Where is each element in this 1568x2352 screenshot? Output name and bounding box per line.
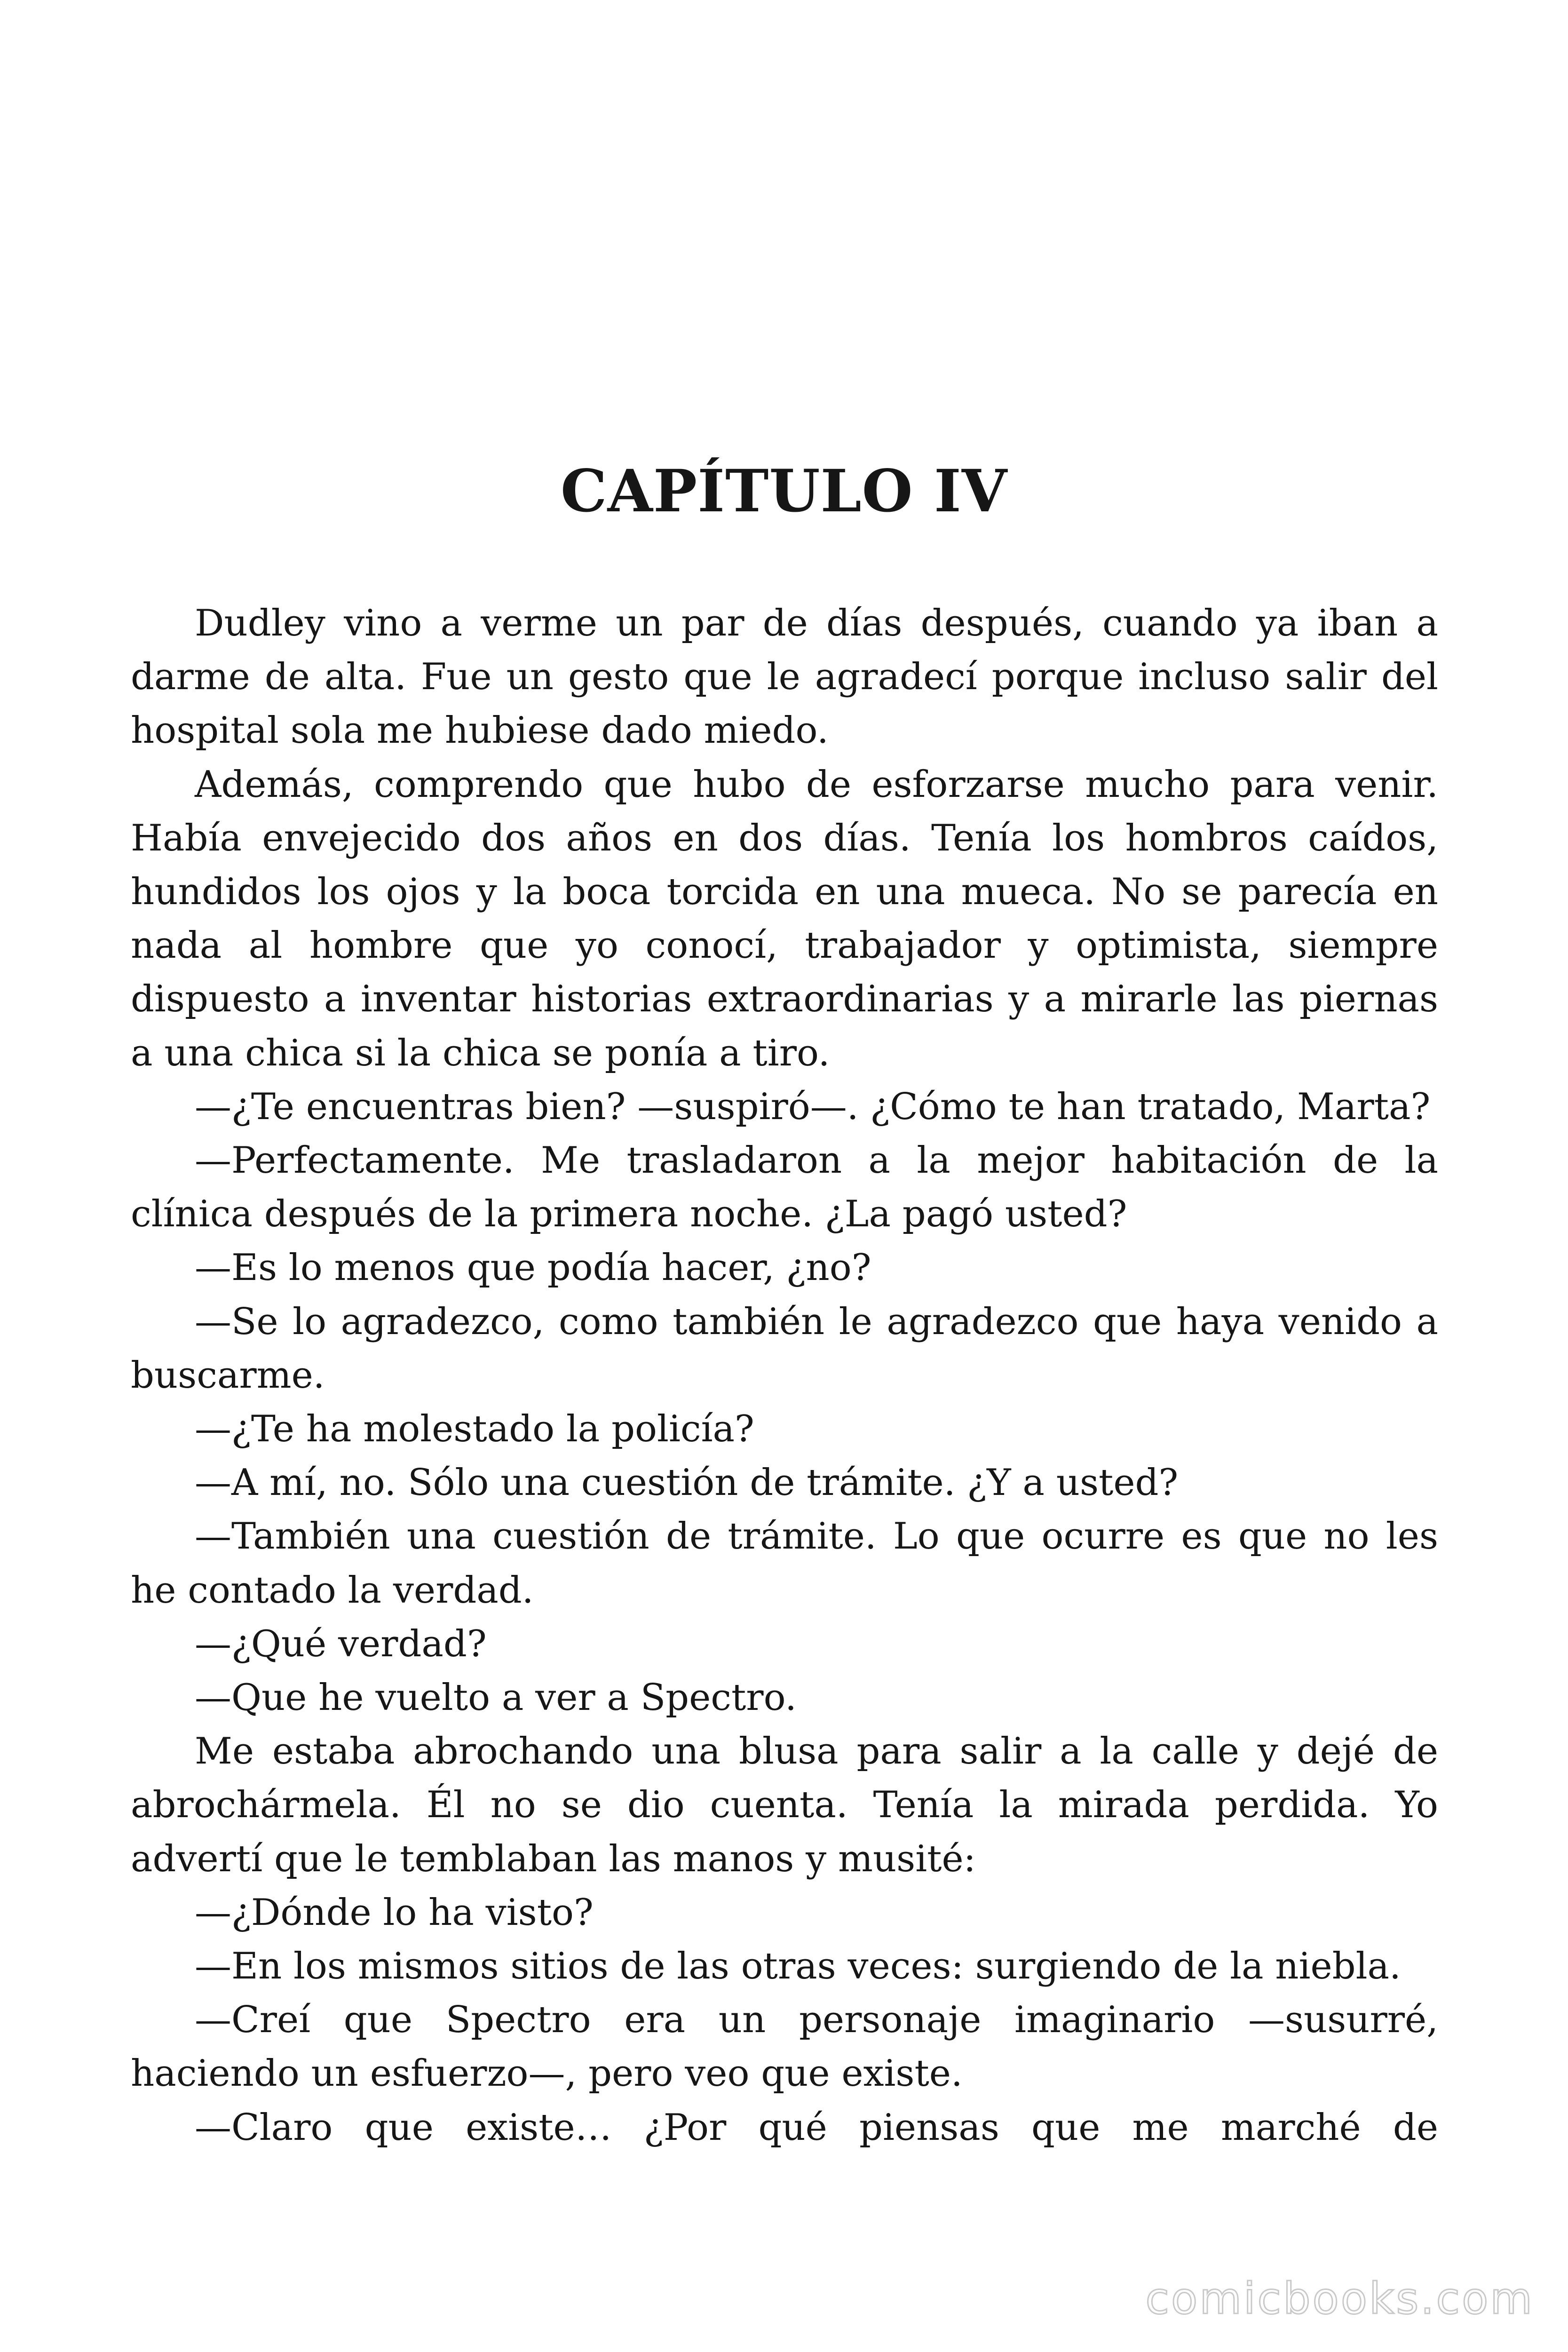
paragraph: Además, comprendo que hubo de esforzarse mucho para venir. Había envejecido dos años en dos días. Tenía los hombros caídos, hundidos los ojos y la boca torcida en una mueca. No se parecía en nada al hombre que yo conocí, trabajador y optimista, siempre dispuesto a inventar historias extraordinarias y a mirarle las piernas a una chica si la chica se ponía a tiro. (131, 763, 1438, 1074)
paragraph: Me estaba abrochando una blusa para salir a la calle y dejé de abrochármela. Él no se dio cuenta. Tenía la mirada perdida. Yo advertí que le temblaban las manos y musité: (131, 1730, 1438, 1880)
dialogue-paragraph: —Claro que existe… ¿Por qué piensas que me marché de (195, 2106, 1438, 2149)
dialogue-paragraph: —Que he vuelto a ver a Spectro. (195, 1677, 797, 1719)
dialogue-paragraph: —¿Qué verdad? (195, 1622, 487, 1665)
dialogue-paragraph: —Se lo agradezco, como también le agradezco que haya venido a buscarme. (131, 1300, 1438, 1397)
dialogue-paragraph: —En los mismos sitios de las otras veces: surgiendo de la niebla. (195, 1945, 1401, 1988)
dialogue-paragraph: —Perfectamente. Me trasladaron a la mejor habitación de la clínica después de la primera noche. ¿La pagó usted? (131, 1139, 1438, 1236)
dialogue-paragraph: —Es lo menos que podía hacer, ¿no? (195, 1247, 871, 1289)
dialogue-paragraph: —A mí, no. Sólo una cuestión de trámite. ¿Y a usted? (195, 1462, 1179, 1504)
dialogue-paragraph: —¿Te ha molestado la policía? (195, 1408, 754, 1451)
site-watermark: comicbooks.com (1145, 2273, 1534, 2324)
chapter-title: CAPÍTULO IV (560, 457, 1008, 525)
chapter-body (131, 596, 1438, 2154)
dialogue-paragraph: —¿Dónde lo ha visto? (195, 1891, 594, 1934)
dialogue-paragraph: —Creí que Spectro era un personaje imaginario —susurré, haciendo un esfuerzo—, pero veo que existe. (131, 1999, 1438, 2095)
paragraph: Dudley vino a verme un par de días después, cuando ya iban a darme de alta. Fue un gesto que le agradecí porque incluso salir del hospital sola me hubiese dado miedo. (131, 602, 1438, 752)
dialogue-paragraph: —También una cuestión de trámite. Lo que ocurre es que no les he contado la verdad. (131, 1515, 1438, 1612)
dialogue-paragraph: —¿Te encuentras bien? —suspiró—. ¿Cómo te han tratado, Marta? (195, 1085, 1431, 1128)
